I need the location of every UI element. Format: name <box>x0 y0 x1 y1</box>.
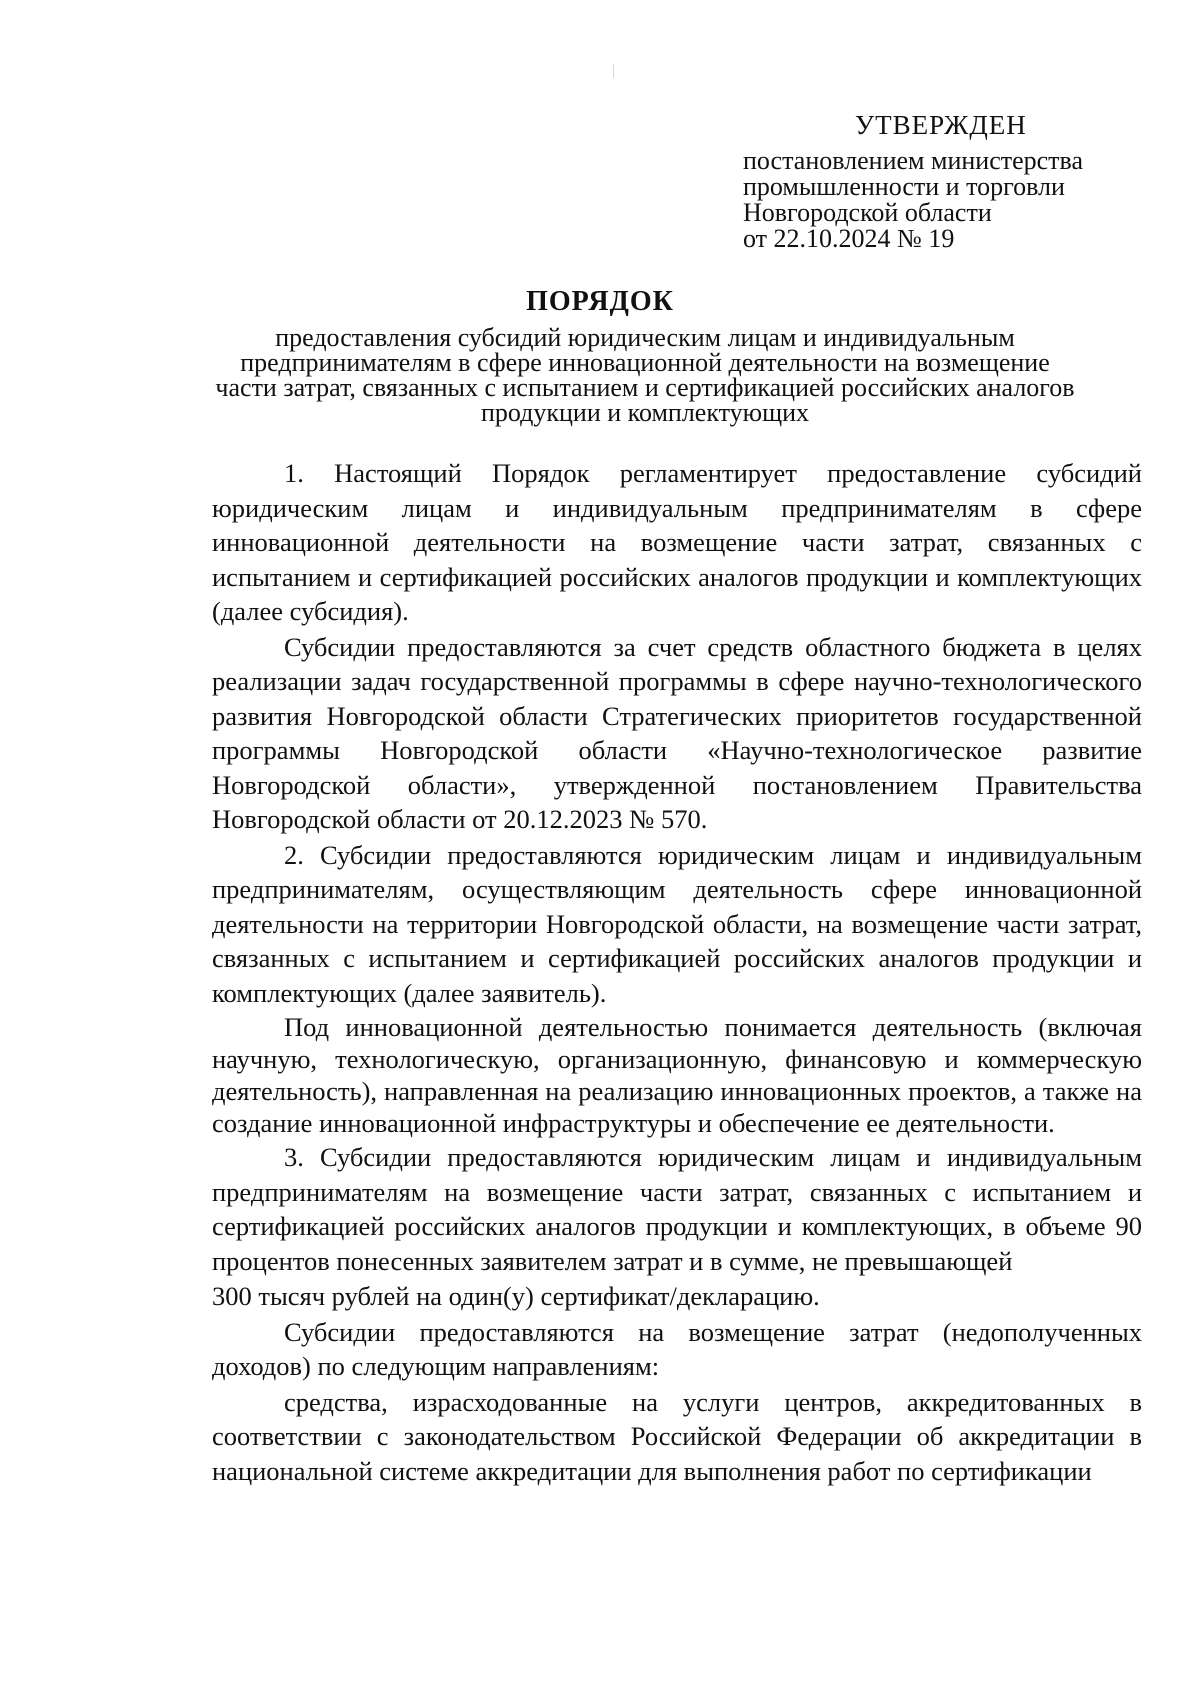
approval-title: УТВЕРЖДЕН <box>855 110 1027 140</box>
subtitle-line: части затрат, связанных с испытанием и сертификацией российских аналогов <box>215 373 1075 402</box>
subtitle-line: продукции и комплектующих <box>480 398 810 427</box>
approval-line: Новгородской области <box>743 198 992 227</box>
scan-artifact <box>613 64 614 78</box>
approval-block <box>743 108 1143 252</box>
document-subtitle <box>195 325 1095 425</box>
paragraph-6: Субсидии предоставляются на возмещение затрат (недополученных доходов) по следующим направлениям: <box>212 1316 1142 1381</box>
paragraph-5-continuation: 300 тысяч рублей на один(у) сертификат/декларацию. <box>212 1281 820 1311</box>
approval-line: промышленности и торговли <box>743 172 1065 201</box>
subtitle-line: предоставления субсидий юридическим лицам и индивидуальным <box>275 323 1015 352</box>
approval-date-line: от 22.10.2024 № 19 <box>743 224 955 253</box>
paragraph-3: 2. Субсидии предоставляются юридическим лицам и индивидуальным предпринимателям, осуществляющим деятельность сфере инновационной деятельности на территории Новгородской области, на возмещение части затрат, связанных с испытанием и сертификацией российских аналогов продукции и комплектующих (далее заявитель). <box>212 839 1142 1008</box>
document-body <box>212 456 1142 1489</box>
paragraph-5: 3. Субсидии предоставляются юридическим лицам и индивидуальным предпринимателям на возмещение части затрат, связанных с испытанием и сертификацией российских аналогов продукции и комплектующих, в объеме 90 процентов понесенных заявителем затрат и в сумме, не превышающей <box>212 1142 1142 1276</box>
paragraph-4: Под инновационной деятельностью понимается деятельность (включая научную, технологическую, организационную, финансовую и коммерческую деятельность), направленная на реализацию инновационных проектов, а также на создание инновационной инфраструктуры и обеспечение ее деятельности. <box>212 1012 1142 1138</box>
subtitle-line: предпринимателям в сфере инновационной деятельности на возмещение <box>240 348 1050 377</box>
paragraph-7: средства, израсходованные на услуги центров, аккредитованных в соответствии с законодательством Российской Федерации об аккредитации в национальной системе аккредитации для выполнения работ по сертификации <box>212 1386 1142 1486</box>
paragraph-2: Субсидии предоставляются за счет средств областного бюджета в целях реализации задач государственной программы в сфере научно-технологического развития Новгородской области Стратегических приоритетов государственной программы Новгородской области «Научно-технологическое развитие Новгородской области», утвержденной постановлением Правительства Новгородской области от 20.12.2023 № 570. <box>212 631 1142 834</box>
paragraph-1: 1. Настоящий Порядок регламентирует предоставление субсидий юридическим лицам и индивидуальным предпринимателям в сфере инновационной деятельности на возмещение части затрат, связанных с испытанием и сертификацией российских аналогов продукции и комплектующих (далее субсидия). <box>212 458 1142 626</box>
approval-line: постановлением министерства <box>743 146 1084 175</box>
document-title: ПОРЯДОК <box>526 286 674 317</box>
